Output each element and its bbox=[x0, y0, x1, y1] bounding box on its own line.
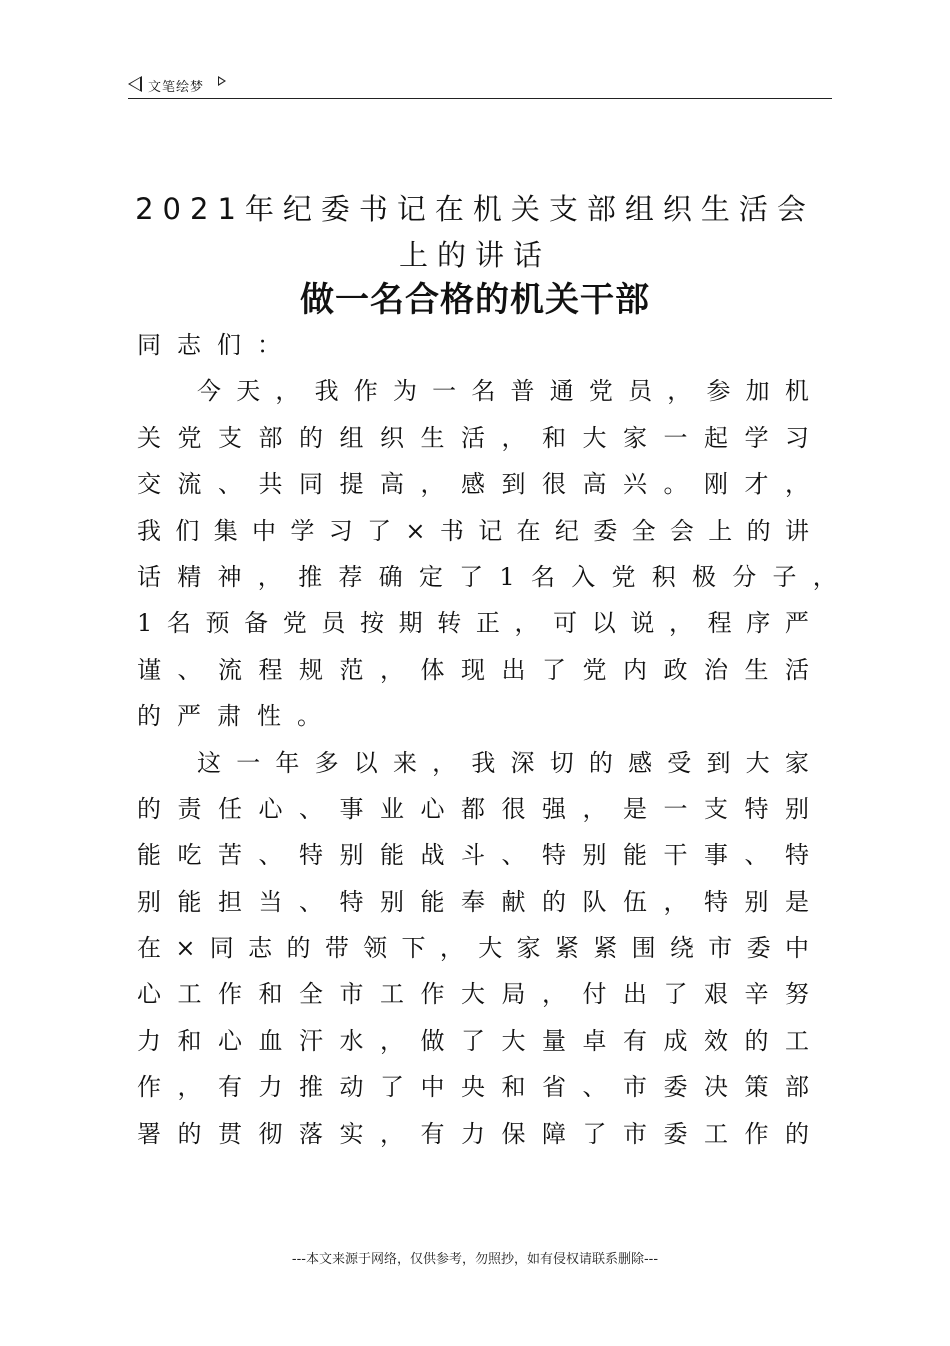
body-line: 今 天 ， 我 作 为 一 名 普 通 党 员 ， 参 加 机 bbox=[197, 377, 809, 406]
page-header bbox=[128, 72, 832, 98]
body-line: 1 名 预 备 党 员 按 期 转 正 ， 可 以 说 ， 程 序 严 bbox=[137, 609, 809, 638]
document-subtitle: 做一名合格的机关干部 bbox=[300, 280, 650, 320]
body-line: 作 ， 有 力 推 动 了 中 央 和 省 、 市 委 决 策 部 bbox=[137, 1073, 809, 1102]
body-line: 我 们 集 中 学 习 了 × 书 记 在 纪 委 全 会 上 的 讲 bbox=[137, 516, 809, 545]
body-line: 的 责 任 心 、 事 业 心 都 很 强 ， 是 一 支 特 别 bbox=[137, 794, 809, 823]
header-divider bbox=[128, 98, 832, 99]
title-line-1: 2021年纪委书记在机关支部组织生活会 bbox=[135, 192, 815, 226]
body-line: 关 党 支 部 的 组 织 生 活 ， 和 大 家 一 起 学 习 bbox=[137, 423, 809, 452]
body-line: 署 的 贯 彻 落 实 ， 有 力 保 障 了 市 委 工 作 的 bbox=[137, 1119, 809, 1148]
salutation: 同志们： bbox=[137, 331, 297, 359]
body-line: 的严肃性。 bbox=[137, 702, 337, 731]
document-body bbox=[137, 322, 837, 1157]
body-line: 这 一 年 多 以 来 ， 我 深 切 的 感 受 到 大 家 bbox=[197, 748, 809, 777]
body-line: 交 流 、 共 同 提 高 ， 感 到 很 高 兴 。 刚 才 ， bbox=[137, 470, 809, 499]
left-triangle-icon bbox=[128, 76, 142, 92]
body-line: 能 吃 苦 、 特 别 能 战 斗 、 特 别 能 干 事 、 特 bbox=[137, 841, 809, 870]
body-line: 别 能 担 当 、 特 别 能 奉 献 的 队 伍 ， 特 别 是 bbox=[137, 887, 809, 916]
title-line-2: 上的讲话 bbox=[398, 238, 551, 272]
right-triangle-icon bbox=[218, 76, 226, 86]
header-brand: 文笔绘梦 bbox=[148, 80, 205, 95]
body-line: 话 精 神 ， 推 荐 确 定 了 1 名 入 党 积 极 分 子 ， bbox=[137, 562, 837, 591]
body-line: 在 × 同 志 的 带 领 下 ， 大 家 紧 紧 围 绕 市 委 中 bbox=[137, 934, 809, 963]
page-footer: ---本文来源于网络，仅供参考，勿照抄，如有侵权请联系删除--- bbox=[291, 1252, 659, 1267]
body-line: 心 工 作 和 全 市 工 作 大 局 ， 付 出 了 艰 辛 努 bbox=[137, 980, 809, 1009]
body-line: 谨 、 流 程 规 范 ， 体 现 出 了 党 内 政 治 生 活 bbox=[137, 655, 809, 684]
document-title bbox=[130, 186, 820, 278]
body-line: 力 和 心 血 汗 水 ， 做 了 大 量 卓 有 成 效 的 工 bbox=[137, 1026, 809, 1055]
